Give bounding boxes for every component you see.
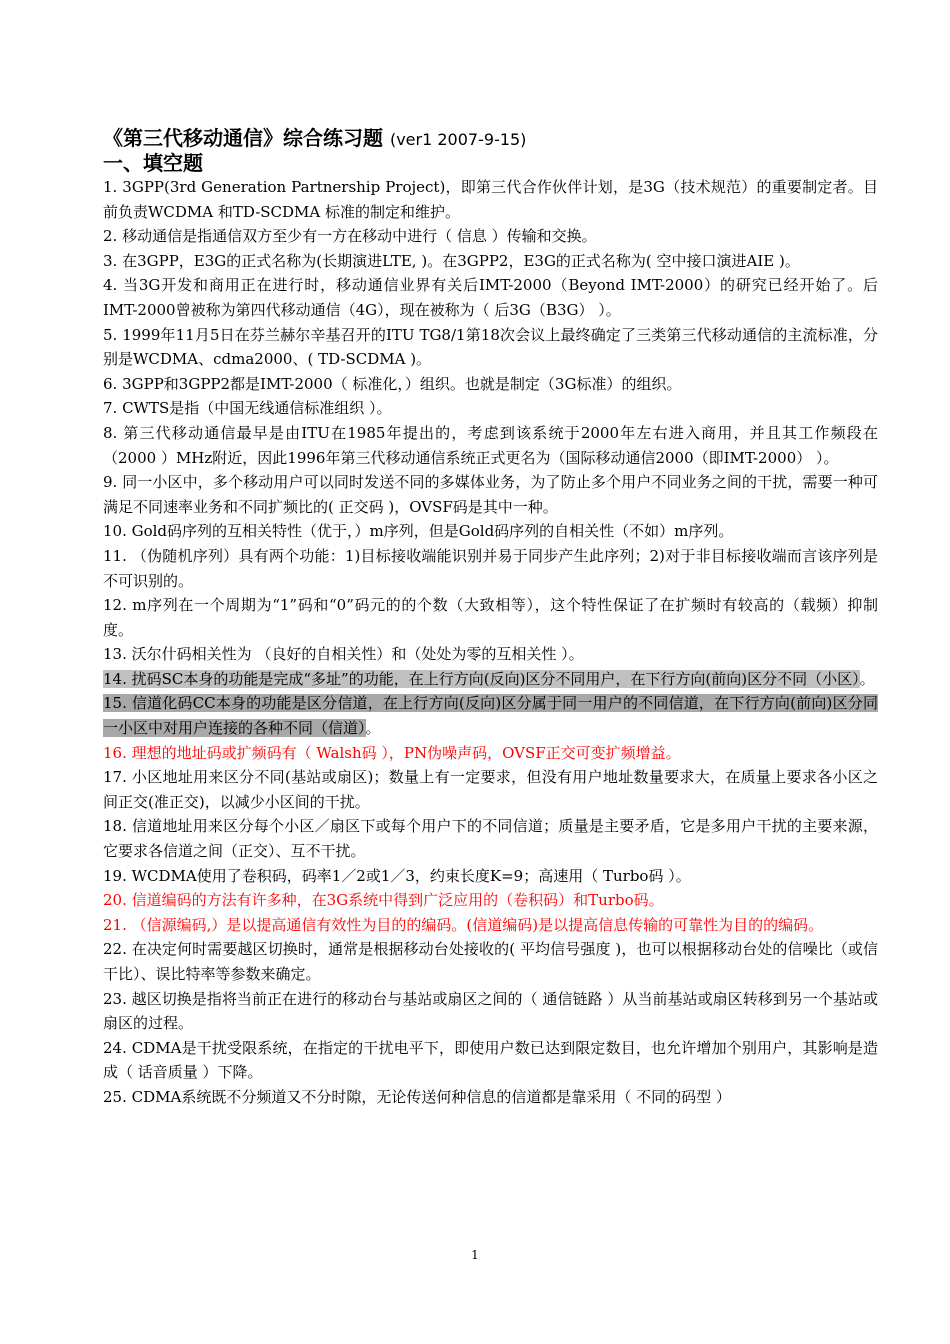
section-heading: 一、填空题 bbox=[103, 151, 203, 175]
question-23: 23. 越区切换是指将当前正在进行的移动台与基站或扇区之间的（ 通信链路 ）从当前基站或扇区转移到另一个基站或扇区的过程。 bbox=[103, 989, 878, 1033]
version-text: (ver1 2007-9-15) bbox=[389, 130, 527, 149]
question-1: 1. 3GPP(3rd Generation Partnership Project)，即第三代合作伙伴计划，是3G（技术规范）的重要制定者。目前负责WCDMA 和TD-SCDMA 标准的制定和维护。 bbox=[103, 178, 878, 221]
question-2: 2. 移动通信是指通信双方至少有一方在移动中进行（ 信息 ）传输和交换。 bbox=[103, 227, 597, 246]
question-7: 7. CWTS是指（中国无线通信标准组织 ）。 bbox=[103, 399, 392, 418]
question-10: 10. Gold码序列的互相关特性（优于，）m序列，但是Gold码序列的自相关性（不如）m序列。 bbox=[103, 522, 734, 541]
question-15 bbox=[103, 691, 878, 740]
question-19: 19. WCDMA使用了卷积码，码率1／2或1／3，约束长度K=9；高速用（ Turbo码 ）。 bbox=[103, 866, 691, 885]
question-13: 13. 沃尔什码相关性为 （良好的自相关性）和（处处为零的互相关性 ）。 bbox=[103, 645, 584, 664]
question-14-tail: 。 bbox=[859, 669, 875, 688]
page-number: 1 bbox=[471, 1248, 479, 1262]
question-24: 24. CDMA是干扰受限系统，在指定的干扰电平下，即使用户数已达到限定数目，也允许增加个别用户，其影响是造成（ 话音质量 ）下降。 bbox=[103, 1038, 878, 1082]
question-22: 22. 在决定何时需要越区切换时，通常是根据移动台处接收的( 平均信号强度 )，也可以根据移动台处的信噪比（或信干比）、误比特率等参数来确定。 bbox=[103, 940, 878, 983]
question-9: 9. 同一小区中，多个移动用户可以同时发送不同的多媒体业务，为了防止多个用户不同业务之间的干扰，需要一种可满足不同速率业务和不同扩频比的( 正交码 )，OVSF码是其中一种。 bbox=[103, 473, 878, 516]
question-21: 21. （信源编码,）是以提高通信有效性为目的的编码。(信道编码)是以提高信息传输的可靠性为目的的编码。 bbox=[103, 915, 824, 934]
question-list bbox=[103, 175, 878, 1110]
question-16: 16. 理想的地址码或扩频码有（ Walsh码 ），PN伪噪声码，OVSF正交可变扩频增益。 bbox=[103, 743, 681, 762]
question-5: 5. 1999年11月5日在芬兰赫尔辛基召开的ITU TG8/1第18次会议上最终确定了三类第三代移动通信的主流标准，分别是WCDMA、cdma2000、( TD-SCDMA )。 bbox=[103, 325, 878, 369]
question-14-highlight: 14. 扰码SC本身的功能是完成“多址”的功能，在上行方向(反向)区分不同用户，在下行方向(前向)区分不同（小区） bbox=[103, 669, 860, 688]
question-3: 3. 在3GPP，E3G的正式名称为(长期演进LTE, )。在3GPP2，E3G的正式名称为( 空中接口演进AIE )。 bbox=[103, 251, 800, 270]
question-8: 8. 第三代移动通信最早是由ITU在1985年提出的，考虑到该系统于2000年左右进入商用，并且其工作频段在（2000 ）MHz附近，因此1996年第三代移动通信系统正式更名为（国际移动通信2000（即IMT-2000） ）。 bbox=[103, 423, 878, 467]
question-25: 25. CDMA系统既不分频道又不分时隙，无论传送何种信息的信道都是靠采用（ 不同的码型 ） bbox=[103, 1087, 731, 1106]
question-6: 6. 3GPP和3GPP2都是IMT-2000（ 标准化，）组织。也就是制定（3G标准）的组织。 bbox=[103, 374, 682, 393]
question-17: 17. 小区地址用来区分不同(基站或扇区)；数量上有一定要求，但没有用户地址数量要求大，在质量上要求各小区之间正交(准正交)，以减少小区间的干扰。 bbox=[103, 768, 878, 811]
question-15-tail: 。 bbox=[365, 719, 381, 738]
question-20: 20. 信道编码的方法有许多种，在3G系统中得到广泛应用的（卷积码）和Turbo码。 bbox=[103, 891, 664, 910]
question-12: 12. m序列在一个周期为“1”码和“0”码元的的个数（大致相等），这个特性保证了在扩频时有较高的（载频）抑制度。 bbox=[103, 596, 878, 639]
document-title bbox=[103, 126, 526, 152]
question-4: 4. 当3G开发和商用正在进行时，移动通信业界有关后IMT-2000（Beyond IMT-2000）的研究已经开始了。后IMT-2000曾被称为第四代移动通信（4G），现在被称为（ 后3G（B3G） ）。 bbox=[103, 276, 878, 319]
question-15-highlight: 15. 信道化码CC本身的功能是区分信道，在上行方向(反向)区分属于同一用户的不同信道，在下行方向(前向)区分同一小区中对用户连接的各种不同（信道） bbox=[103, 694, 878, 738]
question-18: 18. 信道地址用来区分每个小区／扇区下或每个用户下的不同信道；质量是主要矛盾，它是多用户干扰的主要来源，它要求各信道之间（正交）、互不干扰。 bbox=[103, 817, 878, 861]
title-text: 《第三代移动通信》综合练习题 bbox=[103, 126, 383, 150]
question-14 bbox=[103, 667, 878, 692]
question-11: 11. （伪随机序列）具有两个功能：1)目标接收端能识别并易于同步产生此序列；2)对于非目标接收端而言该序列是不可识别的。 bbox=[103, 546, 878, 590]
